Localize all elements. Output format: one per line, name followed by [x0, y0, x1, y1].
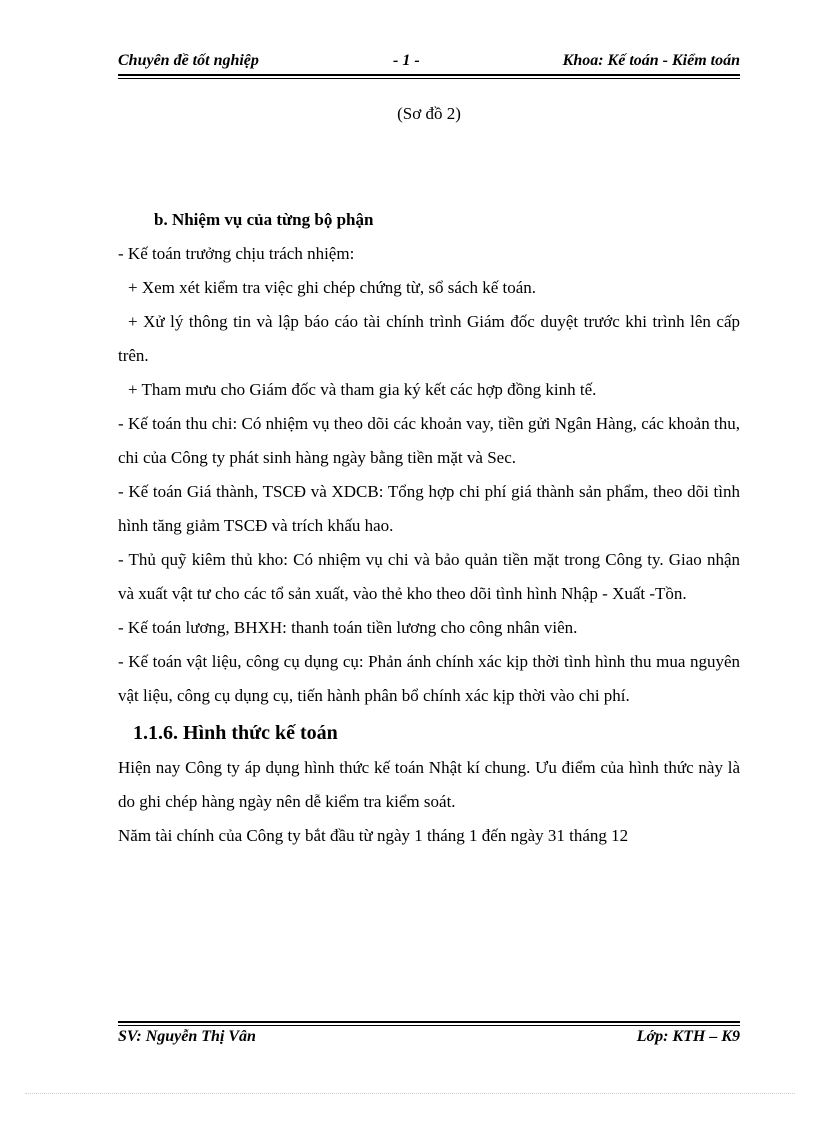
paragraph: Hiện nay Công ty áp dụng hình thức kế toán Nhật kí chung. Ưu điểm của hình thức này là do ghi chép hàng ngày nên dễ kiểm tra kiểm soát.	[118, 758, 740, 811]
page-edge-divider	[25, 1093, 795, 1094]
paragraph: + Xử lý thông tin và lập báo cáo tài chính trình Giám đốc duyệt trước khi trình lên cấp trên.	[118, 312, 740, 365]
paragraph: + Tham mưu cho Giám đốc và tham gia ký kết các hợp đồng kinh tế.	[128, 380, 597, 399]
page-header	[118, 50, 740, 74]
section-title: 1.1.6. Hình thức kế toán	[133, 722, 338, 744]
footer-class: Lớp: KTH – K9	[636, 1028, 740, 1045]
paragraph: + Xem xét kiểm tra việc ghi chép chứng từ, sổ sách kế toán.	[128, 278, 537, 297]
document-body	[118, 203, 740, 853]
footer-student-name: SV: Nguyễn Thị Vân	[118, 1028, 256, 1045]
page-footer	[118, 1026, 740, 1050]
paragraph: - Kế toán trưởng chịu trách nhiệm:	[118, 244, 355, 263]
diagram-caption: (Sơ đồ 2)	[397, 104, 461, 123]
paragraph: - Kế toán thu chi: Có nhiệm vụ theo dõi các khoản vay, tiền gửi Ngân Hàng, các khoản thu, chi của Công ty phát sinh hàng ngày bằng tiền mặt và Sec.	[118, 414, 740, 467]
paragraph: Năm tài chính của Công ty bắt đầu từ ngày 1 tháng 1 đến ngày 31 tháng 12	[118, 826, 629, 845]
paragraph: - Kế toán Giá thành, TSCĐ và XDCB: Tổng hợp chi phí giá thành sản phẩm, theo dõi tình hình tăng giảm TSCĐ và trích khấu hao.	[118, 482, 740, 535]
header-page-number: - 1 -	[393, 52, 420, 69]
paragraph: - Kế toán lương, BHXH: thanh toán tiền lương cho công nhân viên.	[118, 618, 578, 637]
subheading: b. Nhiệm vụ của từng bộ phận	[154, 210, 374, 229]
paragraph: - Kế toán vật liệu, công cụ dụng cụ: Phản ánh chính xác kịp thời tình hình thu mua nguyên vật liệu, công cụ dụng cụ, tiến hành phân bổ chính xác kịp thời vào chi phí.	[118, 652, 740, 705]
paragraph: - Thủ quỹ kiêm thủ kho: Có nhiệm vụ chi và bảo quản tiền mặt trong Công ty. Giao nhận và xuất vật tư cho các tổ sản xuất, vào thẻ kho theo dõi tình hình Nhập - Xuất -Tồn.	[118, 550, 740, 603]
header-right-department: Khoa: Kế toán - Kiểm toán	[562, 52, 740, 69]
header-left-title: Chuyên đề tốt nghiệp	[118, 52, 259, 69]
header-rule	[118, 74, 740, 79]
